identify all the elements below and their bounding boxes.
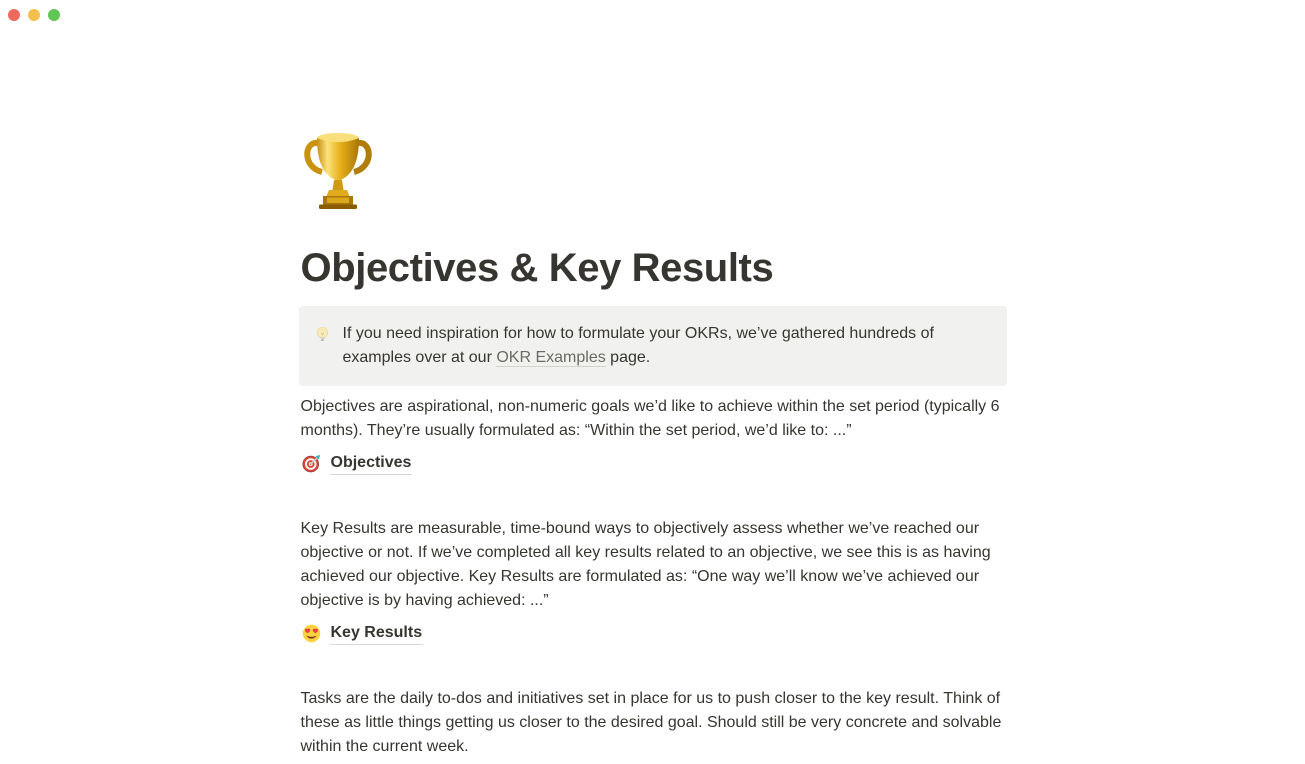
empty-paragraph[interactable] <box>299 480 1007 512</box>
heart-eyes-icon <box>301 621 323 645</box>
page-link-label: Objectives <box>330 451 413 475</box>
page-link-label: Key Results <box>330 621 424 645</box>
callout-block[interactable] <box>299 306 1007 386</box>
trophy-icon <box>300 129 376 209</box>
page-blocks <box>299 392 1007 762</box>
paragraph-tasks-intro[interactable]: Tasks are the daily to-dos and initiatives set in place for us to push closer to the key result. Think of these as little things getting us closer to the desired goal. Should still be very concrete and solvable within the current week. <box>300 690 1002 755</box>
empty-paragraph[interactable] <box>299 650 1007 682</box>
page-icon[interactable] <box>300 128 380 210</box>
zoom-window-button[interactable] <box>48 9 60 21</box>
callout-text <box>343 322 991 370</box>
paragraph-key-results-intro[interactable]: Key Results are measurable, time-bound ways to objectively assess whether we’ve reached our objective or not. If we’ve completed all key results related to an objective, we see this is as having achieved our objective. Key Results are formulated as: “One way we’ll know we’ve achieved our objective is by having achieved: ...” <box>300 520 991 609</box>
page-link-objectives[interactable] <box>299 448 1007 478</box>
minimize-window-button[interactable] <box>28 9 40 21</box>
page-title[interactable]: Objectives & Key Results <box>300 246 774 290</box>
okr-examples-link[interactable]: OKR Examples <box>496 349 606 366</box>
dart-target-icon <box>301 451 323 475</box>
light-bulb-icon <box>311 322 335 346</box>
paragraph-objectives-intro[interactable]: Objectives are aspirational, non-numeric goals we’d like to achieve within the set period (typically 6 months). They’re usually formulated as: “Within the set period, we’d like to: ...” <box>300 398 1000 439</box>
close-window-button[interactable] <box>8 9 20 21</box>
callout-text-segment: page. <box>605 349 651 366</box>
callout-text-segment: If you need inspiration for how to formulate your OKRs, we’ve gathered hundreds of examples over at our <box>342 325 934 366</box>
window-controls <box>8 9 60 21</box>
notion-page-body <box>299 0 1007 762</box>
page-link-key-results[interactable] <box>299 618 1007 648</box>
